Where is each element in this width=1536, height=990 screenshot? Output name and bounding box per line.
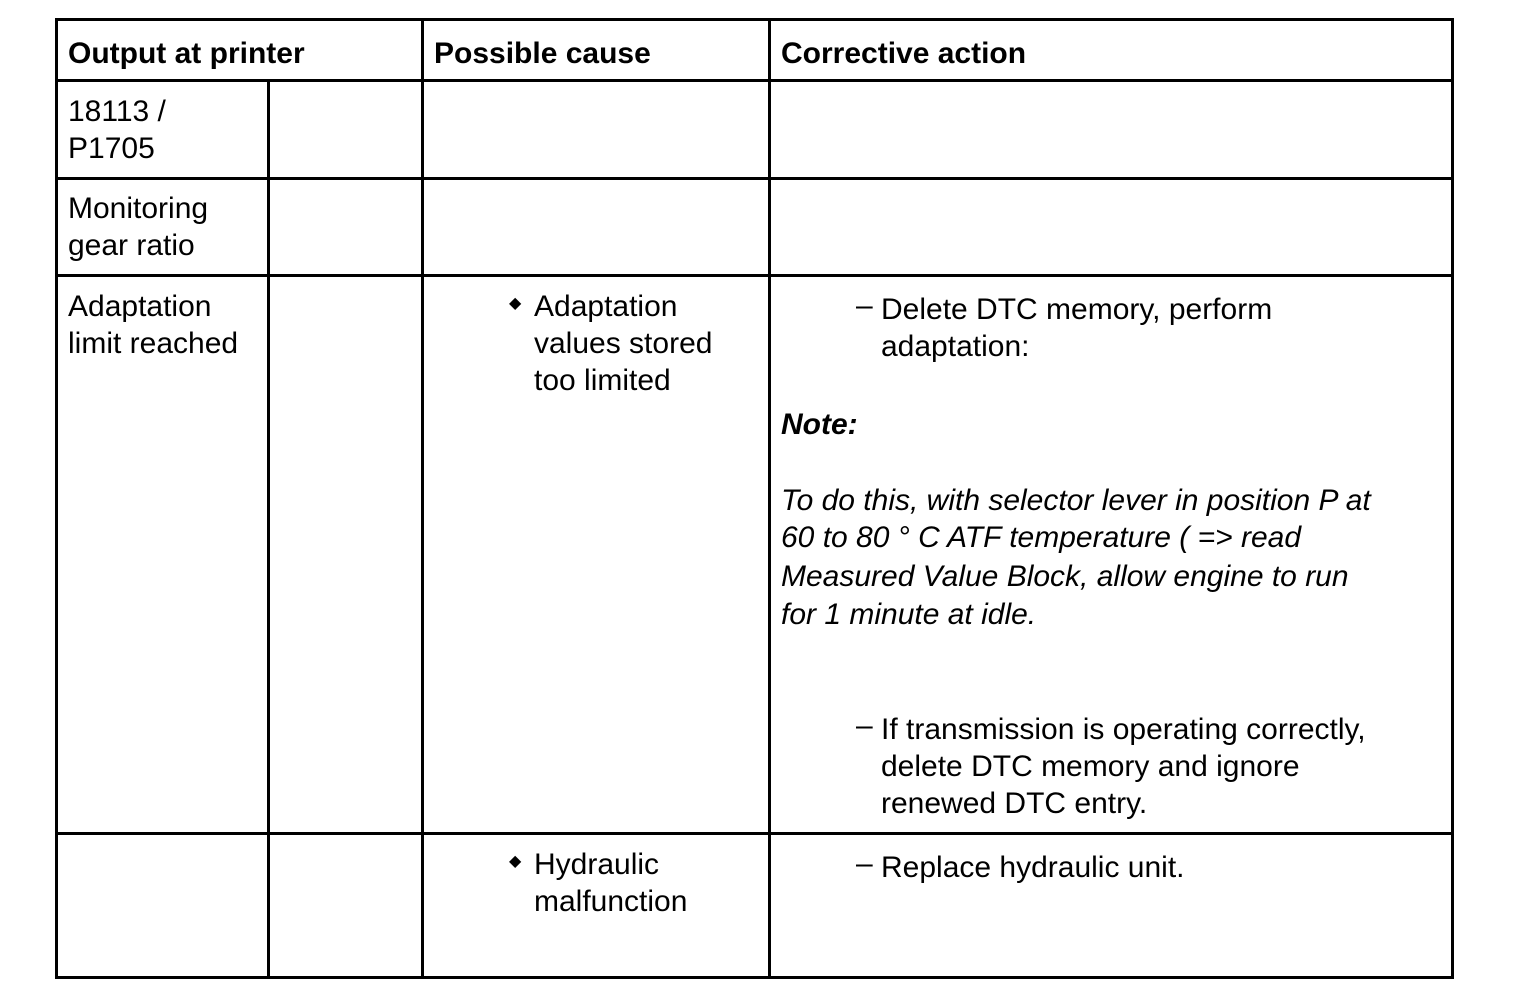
action-line: If transmission is operating correctly,	[881, 713, 1366, 746]
action-line: renewed DTC entry.	[881, 787, 1148, 820]
diamond-bullet-icon: ◆	[509, 295, 522, 312]
column-divider	[768, 21, 771, 976]
note-line: Measured Value Block, allow engine to run	[781, 560, 1349, 593]
header-possible-cause: Possible cause	[434, 37, 651, 70]
column-divider	[421, 21, 424, 976]
dtc-table	[55, 18, 1454, 979]
header-output-at-printer: Output at printer	[68, 37, 305, 70]
action-line: Delete DTC memory, perform	[881, 293, 1273, 326]
cause-line: Hydraulic	[534, 848, 660, 881]
cause-line: values stored	[534, 327, 713, 360]
dtc-condition-line-1: Adaptation	[68, 290, 212, 323]
dash-bullet-icon: –	[856, 289, 873, 322]
diamond-bullet-icon: ◆	[509, 853, 522, 870]
note-line: 60 to 80 ° C ATF temperature ( => read	[781, 521, 1302, 554]
note-line: for 1 minute at idle.	[781, 598, 1037, 631]
dtc-condition-line-2: limit reached	[68, 327, 239, 360]
action-line: delete DTC memory and ignore	[881, 750, 1300, 783]
dtc-code-line-1: 18113 /	[68, 95, 166, 128]
column-divider	[267, 79, 270, 976]
note-label: Note:	[781, 408, 858, 441]
action-line: adaptation:	[881, 330, 1030, 363]
dash-bullet-icon: –	[856, 847, 873, 880]
dtc-description-line-2: gear ratio	[68, 229, 195, 262]
header-corrective-action: Corrective action	[781, 37, 1027, 70]
dtc-description-line-1: Monitoring	[68, 192, 209, 225]
dtc-code-line-2: P1705	[68, 132, 155, 165]
action-line: Replace hydraulic unit.	[881, 851, 1185, 884]
cause-line: malfunction	[534, 885, 688, 918]
dash-bullet-icon: –	[856, 709, 873, 742]
note-line: To do this, with selector lever in position P at	[781, 484, 1371, 517]
cause-line: too limited	[534, 364, 671, 397]
cause-line: Adaptation	[534, 290, 678, 323]
